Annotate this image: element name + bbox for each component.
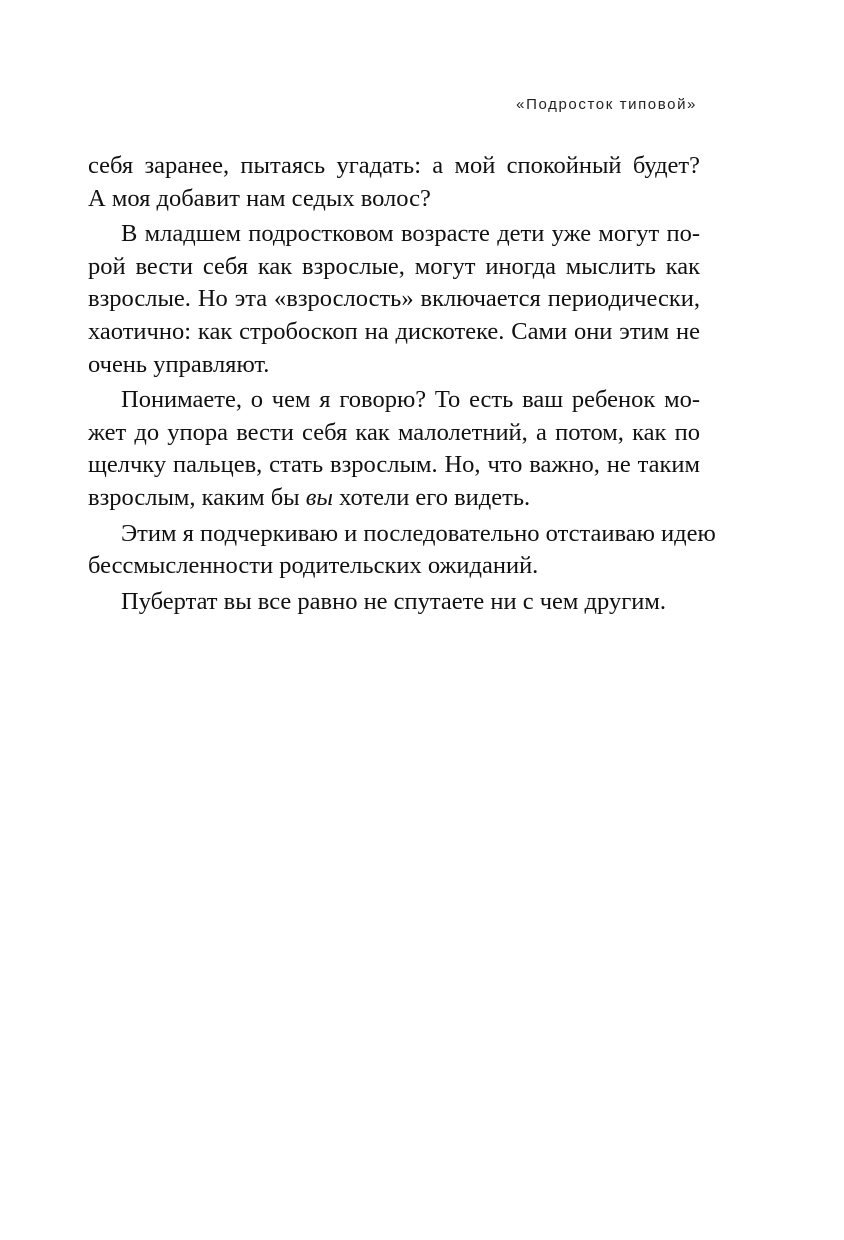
emphasized-word: вы — [305, 483, 334, 511]
paragraph-2 — [88, 218, 700, 381]
text-line — [88, 482, 700, 515]
text-line: очень управляют. — [88, 350, 270, 378]
text-line: Этим я подчеркиваю и последовательно отстаиваю идею — [121, 519, 716, 547]
text-line: себя заранее, пытаясь угадать: а мой спокойный будет? — [88, 152, 700, 179]
paragraph-1 — [88, 150, 700, 215]
text-run: хотели его видеть. — [333, 483, 531, 511]
text-line: жет до упора вести себя как малолетний, а потом, как по — [88, 418, 700, 446]
text-line: Понимаете, о чем я говорю? То есть ваш ребенок мо- — [121, 386, 700, 414]
text-line: рой вести себя как взрослые, могут иногда мыслить как — [88, 252, 700, 280]
text-line: В младшем подростковом возрасте дети уже могут по- — [121, 220, 700, 248]
text-line: А моя добавит нам седых волос? — [88, 184, 431, 212]
running-header: «Подросток типовой» — [516, 96, 697, 113]
text-line: взрослые. Но эта «взрослость» включается периодически, — [88, 285, 700, 313]
text-run: взрослым, каким бы — [88, 483, 306, 511]
text-line: Пубертат вы все равно не спутаете ни с чем другим. — [121, 587, 666, 615]
paragraph-5 — [88, 586, 700, 619]
text-line: щелчку пальцев, стать взрослым. Но, что важно, не таким — [88, 451, 700, 479]
paragraph-4 — [88, 518, 716, 583]
body-text — [88, 150, 716, 618]
text-line: бессмысленности родительских ожиданий. — [88, 552, 539, 580]
paragraph-3 — [88, 384, 700, 514]
text-line: хаотично: как стробоскоп на дискотеке. Сами они этим не — [88, 317, 700, 345]
